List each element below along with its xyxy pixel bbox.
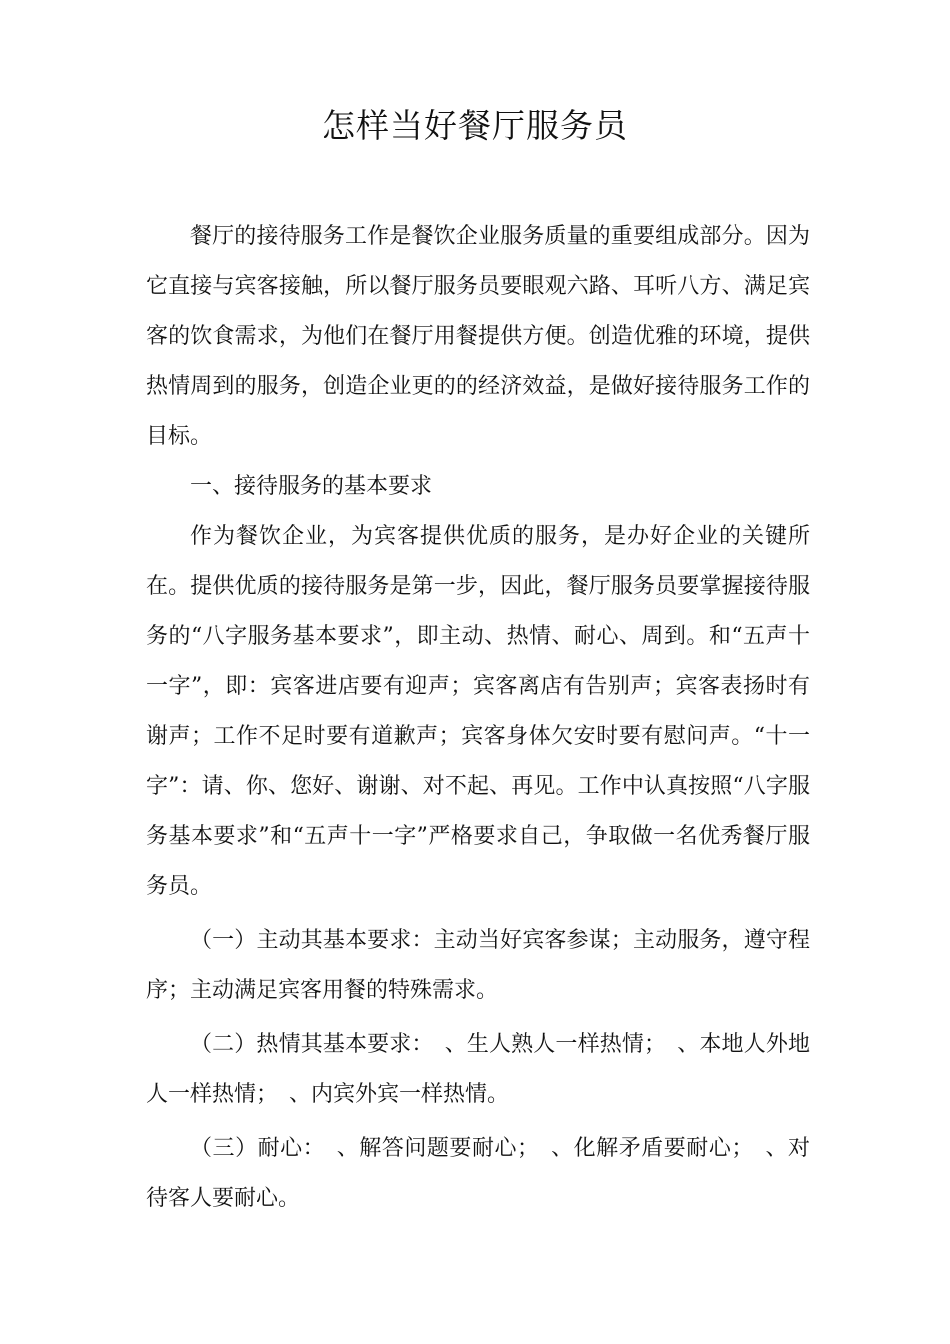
document-title: 怎样当好餐厅服务员: [322, 106, 628, 145]
paragraph-requirements: 作为餐饮企业，为宾客提供优质的服务，是办好企业的关键所在。提供优质的接待服务是第一步，因此，餐厅服务员要掌握接待服务的“八字服务基本要求”，即主动、热情、耐心、周到。和“五声十一字”，即：宾客进店要有迎声；宾客离店有告别声；宾客表扬时有谢声；工作不足时要有道歉声；宾客身体欠安时要有慰问声。“十一字”：请、你、您好、谢谢、对不起、再见。工作中认真按照“八字服务基本要求”和“五声十一字”严格要求自己，争取做一名优秀餐厅服务员。: [146, 524, 810, 899]
paragraph-warmth: （二）热情其基本要求： 、生人熟人一样热情； 、本地人外地人一样热情； 、内宾外宾一样热情。: [146, 1032, 810, 1107]
paragraph-initiative: （一）主动其基本要求：主动当好宾客参谋；主动服务，遵守程序；主动满足宾客用餐的特殊需求。: [146, 928, 810, 1003]
paragraph-intro: 餐厅的接待服务工作是餐饮企业服务质量的重要组成部分。因为它直接与宾客接触，所以餐厅服务员要眼观六路、耳听八方、满足宾客的饮食需求，为他们在餐厅用餐提供方便。创造优雅的环境，提供热情周到的服务，创造企业更的的经济效益，是做好接待服务工作的目标。: [146, 224, 810, 449]
document-body: [146, 212, 810, 1224]
paragraph-patience: （三）耐心： 、解答问题要耐心； 、化解矛盾要耐心； 、对待客人要耐心。: [146, 1136, 810, 1211]
section-heading-1: 一、接待服务的基本要求: [190, 474, 433, 499]
